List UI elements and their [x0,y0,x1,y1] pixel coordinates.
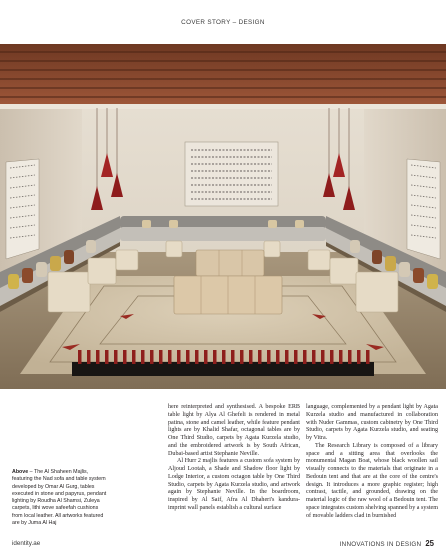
majlis-interior-illustration [0,44,446,389]
caption-lead: Above [12,469,29,475]
column-1-paragraph-1: here reinterpreted and synthesised. A bespoke ERB table light by Alya Al Ghefeli is rendered in metal patina, stone and camel leather, while feature pendant lights are by Khalid Shafar, octagonal tables are by One Third Studio, carpets by Agata Kurzela studio, and the embroidered artwork is by South African, Dubai-based artist Stephanie Neville. [168,404,300,457]
majlis-photo [0,44,446,389]
footer-folio [340,539,434,548]
caption-body: – The Al Shaheen Majlis, featuring the Nad sofa and table system developed by Omar Al Gurg, tables executed in stone and papyrus, pendant lighting by Roudha Al Shamsi, Zuleya carpets, lithi wove safeefah cushions from local leather. All artworks featured are by Juma Al Haj [12,469,107,526]
column-1-paragraph-2: Al Hurr 2 majlis features a custom sofa system by Aljoud Lootah, a Shade and Shadow floor light by Lodge Interior, a custom octagon table by One Third Studio, carpets by Agata Kurzela studio, and artwork again by Stephanie Neville. In the boardroom, inspired by Al Saif, Afra Al Dhaheri's kandura-imprint wall panels establish a cultural surface [168,458,300,511]
column-2-paragraph-1: language, complemented by a pendant light by Agata Kurzela studio and manufactured in collaboration with Nuder Gammas, custom cabinetry by One Third Studio, carpets by Agata Kurzela studio, and seating by Vitra. [306,404,438,441]
footer-site: identity.ae [12,540,41,547]
section-label: COVER STORY – DESIGN [181,19,265,26]
text-column-1 [168,404,300,513]
text-column-2 [306,404,438,520]
footer-section: INNOVATIONS IN DESIGN [339,541,422,548]
page-number: 25 [425,539,434,548]
column-2-paragraph-2: The Research Library is composed of a library space and a sitting area that overlooks the monumental Magan Boat, whose black woollen sail visually connects to the materials that originate in a Bedouin tent and that are at the core of the centre's design. It introduces a more graphic register; high contrast, tactile, and grounded, drawing on the material logic of the raw wool of a Bedouin tent. The space integrates custom shelving spanned by a system of movable ladders clad in burnished [306,442,438,519]
photo-caption [12,469,108,527]
